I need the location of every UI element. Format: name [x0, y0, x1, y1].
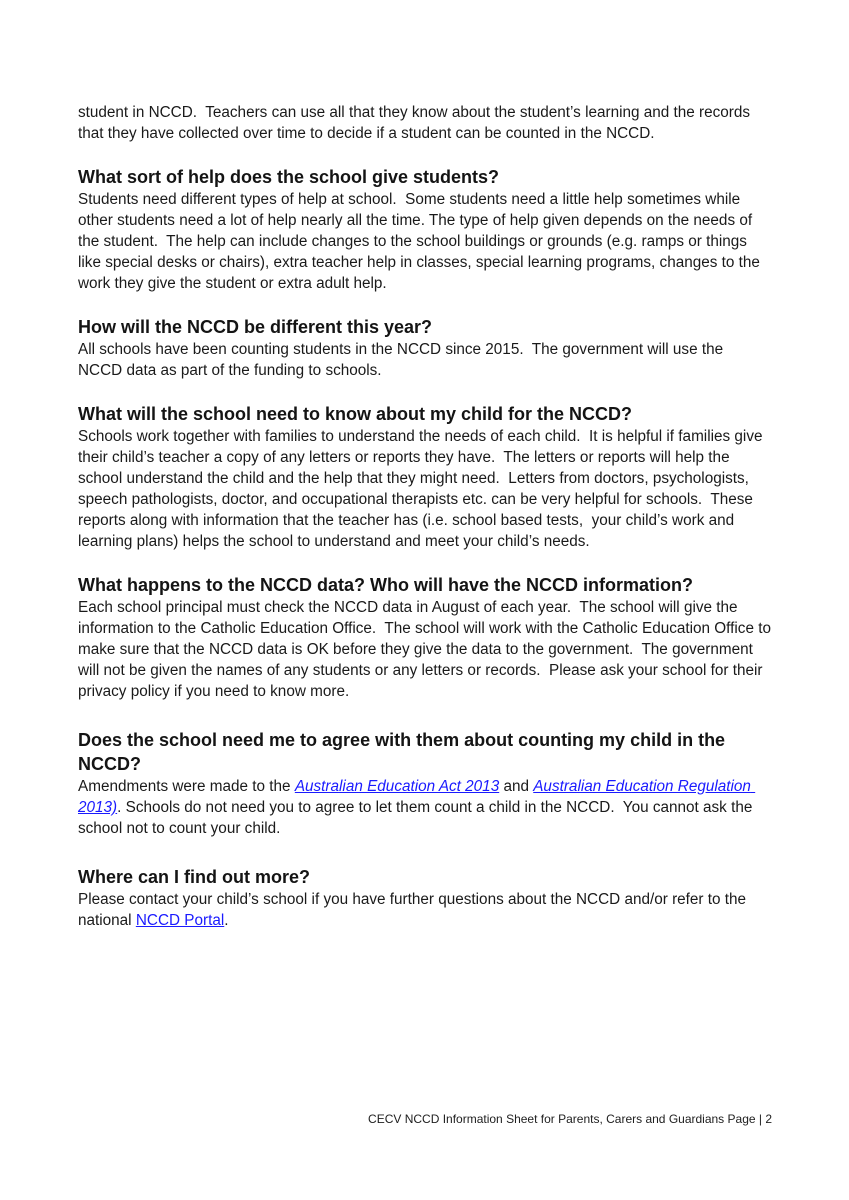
section-heading-agree: Does the school need me to agree with them about counting my child in the NCCD? [78, 730, 731, 774]
section-paragraph-help-types: Students need different types of help at school. Some students need a little help sometimes while other students need a lot of help nearly all the time. The type of help given depends on the needs of the student. The help can include changes to the school buildings or grounds (e.g. ramps or things like special desks or chairs), extra teacher help in classes, special learning programs, changes to the work they give the student or extra adult help. [78, 191, 765, 292]
intro-paragraph: student in NCCD. Teachers can use all that they know about the student’s learning and the records that they have collected over time to decide if a student can be counted in the NCCD. [78, 104, 755, 142]
text-segment: . Schools do not need you to agree to let them count a child in the NCCD. You cannot ask the school not to count your child. [78, 799, 757, 837]
australian-education-regulation-link[interactable]: Australian Education Regulation 2013) [78, 778, 756, 816]
section-heading-help-types: What sort of help does the school give students? [78, 167, 500, 187]
text-segment: Amendments were made to the [78, 778, 295, 795]
australian-education-act-link[interactable]: Australian Education Act 2013 [294, 778, 500, 795]
section-paragraph-find-out-more [78, 889, 771, 931]
section-paragraph-school-know: Schools work together with families to understand the needs of each child. It is helpful if families give their child’s teacher a copy of any letters or reports they have. The letters or reports will help the school understand the child and the help that they might need. Letters from doctors, psychologists, speech pathologists, doctor, and occupational therapists etc. can be very helpful for schools. These reports along with information that the teacher has (i.e. school based tests, your child’s work and learning plans) helps the school to understand and meet your child’s needs. [78, 428, 767, 550]
document-content [78, 102, 776, 931]
section-heading-find-out-more: Where can I find out more? [78, 867, 311, 887]
text-segment: and [499, 778, 534, 795]
section-heading-nccd-data: What happens to the NCCD data? Who will have the NCCD information? [78, 575, 693, 595]
nccd-portal-link[interactable]: NCCD Portal [135, 912, 225, 929]
section-heading-school-know: What will the school need to know about my child for the NCCD? [78, 404, 633, 424]
section-paragraph-agree [78, 776, 771, 839]
section-paragraph-nccd-different: All schools have been counting students in the NCCD since 2015. The government will use the NCCD data as part of the funding to schools. [78, 341, 728, 379]
section-heading-nccd-different: How will the NCCD be different this year? [78, 317, 433, 337]
section-paragraph-nccd-data: Each school principal must check the NCCD data in August of each year. The school will give the information to the Catholic Education Office. The school will work with the Catholic Education Office to make sure that the NCCD data is OK before they give the data to the government. The government will not be given the names of any students or any letters or records. Please ask your school for their privacy policy if you need to know more. [78, 599, 776, 700]
page-footer: CECV NCCD Information Sheet for Parents, Carers and Guardians Page | 2 [368, 1112, 772, 1126]
text-segment: . [224, 912, 229, 929]
text-segment: Please contact your child’s school if you have further questions about the NCCD and/or refer to the national [78, 891, 751, 929]
